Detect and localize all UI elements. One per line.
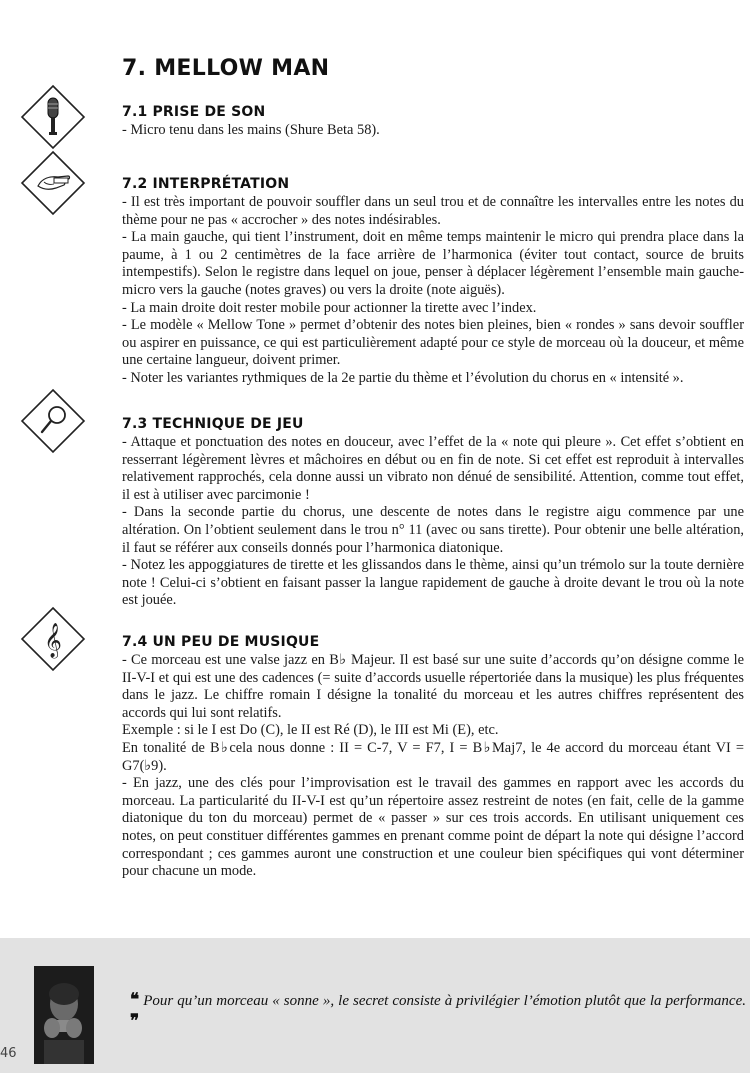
section-un-peu-de-musique	[122, 634, 744, 881]
paragraph: - La main droite doit rester mobile pour actionner la tirette avec l’index.	[122, 299, 537, 316]
page-number: 46	[0, 1046, 17, 1061]
section-title: 7.3 TECHNIQUE DE JEU	[122, 416, 304, 432]
section-prise-de-son	[122, 104, 744, 140]
paragraph: En tonalité de B♭cela nous donne : II = C-7, V = F7, I = B♭Maj7, le 4e accord du morceau étant VI = G7(♭9).	[122, 739, 744, 774]
magnifying-glass-icon	[20, 388, 86, 454]
quote-body: Pour qu’un morceau « sonne », le secret consiste à privilégier l’émotion plutôt que la performance.	[143, 993, 747, 1009]
paragraph: - Attaque et ponctuation des notes en douceur, avec l’effet de la « note qui pleure ». Cet effet s’obtient en resserrant légèrement lèvres et mâchoires en début ou en fin de note. Si cet effet est reproduit à intervalles relativement rapprochés, cela donne aussi un vibrato non dénué de sensibilité. Attention, comme tout effet, il est à utiliser avec parcimonie !	[122, 434, 744, 503]
close-quote-mark: ❞	[130, 1011, 140, 1030]
section-title: 7.4 UN PEU DE MUSIQUE	[122, 634, 320, 650]
section-title: 7.2 INTERPRÉTATION	[122, 176, 290, 192]
hand-holding-harmonica-icon	[20, 150, 86, 216]
harmonica-player-photo	[34, 966, 94, 1064]
paragraph: - Notez les appoggiatures de tirette et les glissandos dans le thème, ainsi qu’un trémolo sur la toute dernière note ! Celui-ci s’obtient en faisant passer la langue rapidement de gauche à droite devant le trou où la note est jouée.	[122, 557, 744, 609]
paragraph: - Dans la seconde partie du chorus, une descente de notes dans le registre aigu commence par une altération. On l’obtient seulement dans le trou n° 11 (avec ou sans tirette). Pour obtenir une belle altération, il faut se référer aux conseils donnés pour l’harmonica diatonique.	[122, 504, 744, 556]
paragraph: - Le modèle « Mellow Tone » permet d’obtenir des notes bien pleines, bien « rondes » sans devoir souffler ou aspirer en puissance, ce qui est particulièrement adapté pour ce style de morceau où la douceur, et même une certaine langueur, doivent primer.	[122, 317, 744, 369]
paragraph: - Il est très important de pouvoir souffler dans un seul trou et de connaître les intervalles entre les notes du thème pour ne pas « accrocher » des notes indésirables.	[122, 194, 744, 228]
microphone-icon	[20, 84, 86, 150]
svg-text:𝄞: 𝄞	[44, 623, 62, 658]
paragraph: - Micro tenu dans les mains (Shure Beta 58).	[122, 122, 380, 138]
paragraph: - En jazz, une des clés pour l’improvisation est le travail des gammes en rapport avec les accords du morceau. La particularité du II-V-I est qu’un répertoire assez restreint de notes (en fait, celle de la gamme diatonique du ton du morceau) permet de « passer » sur ces trois accords. En utilisant uniquement ces notes, on peut constituer différentes gammes en prenant comme point de départ la note qui désigne l’accord correspondant ; ces gammes auront une construction et une couleur bien spécifiques qui vont déterminer pour chacune un mode.	[122, 775, 744, 880]
chapter-title: 7. MELLOW MAN	[122, 56, 330, 81]
treble-clef-icon	[20, 606, 86, 672]
paragraph: - La main gauche, qui tient l’instrument, doit en même temps maintenir le micro qui prendra place dans la paume, à 1 ou 2 centimètres de la face arrière de l’harmonica (éviter tout contact, source de bruits intempestifs). Selon le registre dans lequel on joue, penser à déplacer légèrement l’ensemble main gauche-micro vers la gauche (notes graves) ou vers la droite (note aiguës).	[122, 229, 744, 298]
paragraph: - Ce morceau est une valse jazz en B♭ Majeur. Il est basé sur une suite d’accords qu’on désigne comme le II-V-I et qui est une des cadences (= suite d’accords usuelle répertoriée dans la musique) les plus fréquentes dans le jazz. Le chiffre romain I désigne la tonalité du morceau et les autres chiffres représentent des accords qui lui sont relatifs.	[122, 652, 744, 721]
section-interpretation	[122, 176, 744, 388]
paragraph: - Noter les variantes rythmiques de la 2e partie du thème et l’évolution du chorus en « intensité ».	[122, 369, 684, 386]
section-title: 7.1 PRISE DE SON	[122, 104, 266, 120]
open-quote-mark: ❝	[130, 990, 140, 1009]
pull-quote	[130, 990, 746, 1032]
paragraph: Exemple : si le I est Do (C), le II est Ré (D), le III est Mi (E), etc.	[122, 722, 499, 739]
section-technique-de-jeu	[122, 416, 744, 610]
